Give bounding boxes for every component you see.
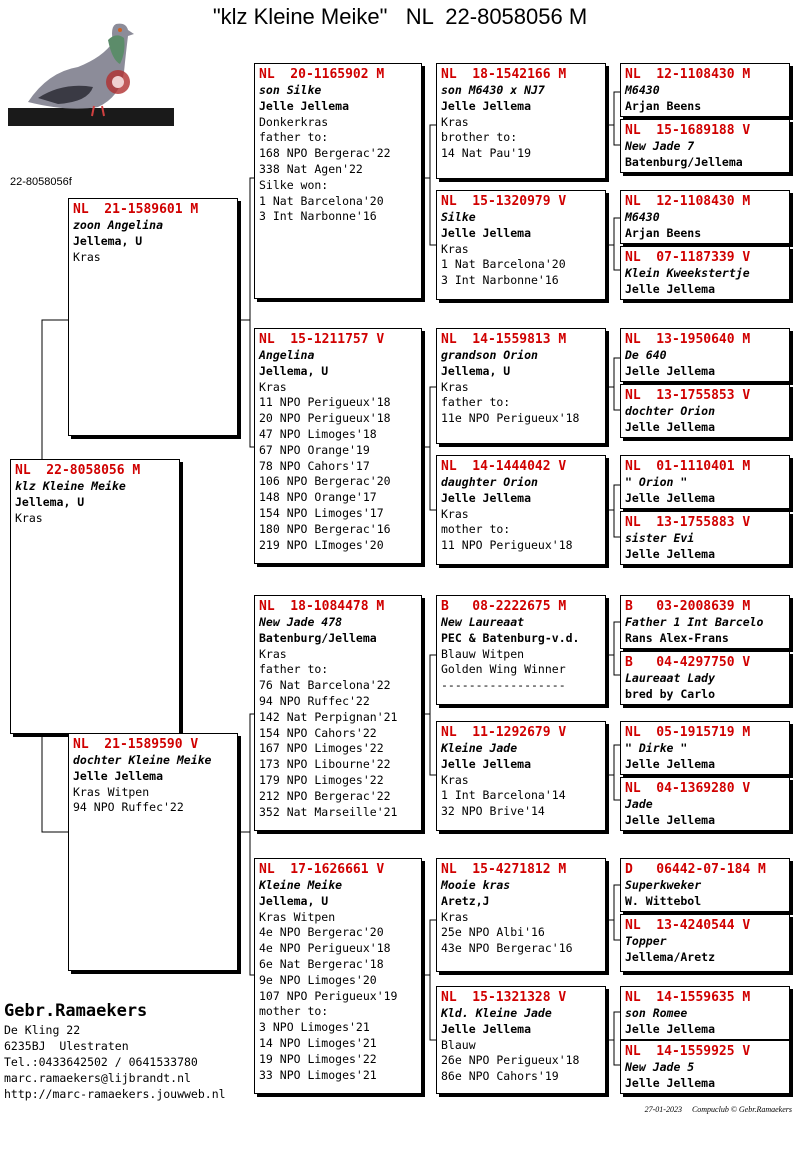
card-line: 11 NPO Perigueux'18 (441, 538, 573, 553)
card-line: Kras (259, 646, 287, 661)
card-line: 94 NPO Ruffec'22 (73, 800, 184, 815)
card-line: 78 NPO Cahors'17 (259, 458, 370, 473)
card-line: Kras (15, 510, 43, 525)
bird-name: New Laureaat (441, 615, 525, 629)
bird-name: son M6430 x NJ7 (441, 83, 545, 97)
bird-owner: Jellema, U (259, 893, 329, 908)
bird-owner: Jelle Jellema (625, 812, 716, 827)
ring-number: NL 21-1589601 M (73, 202, 199, 217)
card-line: 3 NPO Limoges'21 (259, 1020, 370, 1035)
breeder-info (4, 1000, 226, 1102)
bird-name: Superkweker (625, 878, 702, 892)
card-line: 20 NPO Perigueux'18 (259, 411, 391, 426)
card-line: 180 NPO Bergerac'16 (259, 521, 391, 536)
card-line: ------------------ (441, 678, 566, 693)
bird-owner: Jelle Jellema (625, 1075, 716, 1090)
bird-name: daughter Orion (441, 475, 538, 489)
ring-number: NL 15-1689188 V (625, 123, 751, 138)
ring-number: NL 15-4271812 M (441, 862, 567, 877)
ring-number: NL 20-1165902 M (259, 67, 385, 82)
pedigree-card-mother (68, 733, 238, 971)
bird-owner: Jelle Jellema (259, 98, 350, 113)
bird-name: son Romee (625, 1006, 688, 1020)
ring-number: NL 12-1108430 M (625, 194, 751, 209)
pedigree-card-fmf (436, 328, 606, 444)
card-line: Kras (441, 506, 469, 521)
bird-name: Kld. Kleine Jade (441, 1006, 552, 1020)
bird-owner: Jelle Jellema (625, 546, 716, 561)
bird-name: klz Kleine Meike (15, 479, 126, 493)
pedigree-card-fm (254, 328, 422, 564)
bird-name: M6430 (625, 83, 660, 97)
card-line: 1 Int Barcelona'14 (441, 788, 566, 803)
bird-owner: Jellema, U (73, 233, 143, 248)
card-line: mother to: (259, 1004, 329, 1019)
card-line: 107 NPO Perigueux'19 (259, 988, 398, 1003)
card-line: 167 NPO Limoges'22 (259, 741, 384, 756)
card-line: 173 NPO Libourne'22 (259, 757, 391, 772)
logo-caption: 22-8058056f (10, 176, 72, 188)
ring-number: NL 14-1559925 V (625, 1044, 751, 1059)
card-line: 76 Nat Barcelona'22 (259, 678, 391, 693)
bird-owner: Arjan Beens (625, 98, 702, 113)
ring-number: B 04-4297750 V (625, 655, 751, 670)
card-line: 11e NPO Perigueux'18 (441, 411, 580, 426)
pedigree-card-gg16 (620, 1040, 790, 1094)
card-line: Kras (441, 241, 469, 256)
bird-owner: Jelle Jellema (625, 419, 716, 434)
breeder-address: De Kling 22 (4, 1023, 81, 1037)
bird-owner: Batenburg/Jellema (259, 630, 377, 645)
pedigree-card-ffm (436, 190, 606, 300)
ring-number: B 03-2008639 M (625, 599, 751, 614)
bird-name: Jade (625, 797, 653, 811)
pedigree-card-gg9 (620, 595, 790, 649)
ring-number: NL 14-1559635 M (625, 990, 751, 1005)
bird-name: New Jade 478 (259, 615, 343, 629)
bird-name: Father 1 Int Barcelo (625, 615, 764, 629)
card-line: 11 NPO Perigueux'18 (259, 395, 391, 410)
card-line: 106 NPO Bergerac'20 (259, 474, 391, 489)
bird-name: Mooie kras (441, 878, 511, 892)
card-line: 14 Nat Pau'19 (441, 146, 532, 161)
bird-name: Kleine Jade (441, 741, 518, 755)
bird-owner: Batenburg/Jellema (625, 154, 743, 169)
card-line: mother to: (441, 522, 511, 537)
ring-number: NL 17-1626661 V (259, 862, 385, 877)
card-line: 14 NPO Limoges'21 (259, 1035, 377, 1050)
ring-number: NL 01-1110401 M (625, 459, 751, 474)
bird-name: Kleine Meike (259, 878, 343, 892)
ring-number: NL 18-1084478 M (259, 599, 385, 614)
bird-name: Laureaat Lady (625, 671, 716, 685)
breeder-website[interactable]: http://marc-ramaekers.jouwweb.nl (4, 1087, 226, 1101)
card-line: father to: (259, 130, 329, 145)
pedigree-card-gg15 (620, 986, 790, 1040)
card-line: 26e NPO Perigueux'18 (441, 1053, 580, 1068)
card-line: 32 NPO Brive'14 (441, 804, 545, 819)
pedigree-card-gg12 (620, 777, 790, 831)
card-line: Kras Witpen (259, 909, 336, 924)
pedigree-card-gg11 (620, 721, 790, 775)
ring-number: NL 04-1369280 V (625, 781, 751, 796)
ring-number: NL 15-1211757 V (259, 332, 385, 347)
footer-credit: Compuclub © Gebr.Ramaekers (691, 1105, 792, 1114)
bird-owner: Jelle Jellema (73, 768, 164, 783)
card-line: 3 Int Narbonne'16 (259, 209, 377, 224)
card-line: Donkerkras (259, 114, 329, 129)
card-line: Kras (259, 379, 287, 394)
bird-name: New Jade 5 (625, 1060, 695, 1074)
bird-owner: Arjan Beens (625, 225, 702, 240)
ring-number: NL 22-8058056 M (15, 463, 141, 478)
card-line: 25e NPO Albi'16 (441, 925, 545, 940)
ring-number: NL 21-1589590 V (73, 737, 199, 752)
bird-name: dochter Orion (625, 404, 716, 418)
breeder-city: 6235BJ Ulestraten (4, 1039, 129, 1053)
bird-owner: Aretz,J (441, 893, 490, 908)
card-line: 94 NPO Ruffec'22 (259, 693, 370, 708)
bird-name: Topper (625, 934, 667, 948)
ring-number: NL 13-1755853 V (625, 388, 751, 403)
pedigree-card-mmf (436, 858, 606, 972)
card-line: 148 NPO Orange'17 (259, 490, 377, 505)
card-line: Blauw Witpen (441, 646, 525, 661)
breeder-name: Gebr.Ramaekers (4, 1001, 148, 1021)
ring-number: NL 07-1187339 V (625, 250, 751, 265)
ring-number: NL 11-1292679 V (441, 725, 567, 740)
pedigree-card-subject (10, 459, 180, 734)
ring-number: NL 13-4240544 V (625, 918, 751, 933)
pedigree-card-gg1 (620, 63, 790, 117)
bird-owner: Jellema, U (15, 494, 85, 509)
card-line: 1 Nat Barcelona'20 (441, 257, 566, 272)
card-line: Golden Wing Winner (441, 662, 566, 677)
card-line: 3 Int Narbonne'16 (441, 273, 559, 288)
bird-name: De 640 (625, 348, 667, 362)
bird-name: New Jade 7 (625, 139, 695, 153)
ring-number: NL 13-1950640 M (625, 332, 751, 347)
ring-number: NL 12-1108430 M (625, 67, 751, 82)
bird-name: dochter Kleine Meike (73, 753, 212, 767)
card-line: 168 NPO Bergerac'22 (259, 146, 391, 161)
bird-owner: bred by Carlo (625, 686, 716, 701)
pedigree-card-gg4 (620, 246, 790, 300)
ring-number: NL 14-1559813 M (441, 332, 567, 347)
pedigree-card-gg13 (620, 858, 790, 912)
card-line: 19 NPO Limoges'22 (259, 1051, 377, 1066)
pedigree-card-mfm (436, 721, 606, 831)
card-line: father to: (441, 395, 511, 410)
pedigree-card-fff (436, 63, 606, 179)
card-line: Kras Witpen (73, 784, 150, 799)
card-line: 67 NPO Orange'19 (259, 442, 370, 457)
bird-owner: PEC & Batenburg-v.d. (441, 630, 580, 645)
card-line: 47 NPO Limoges'18 (259, 426, 377, 441)
card-line: 86e NPO Cahors'19 (441, 1069, 559, 1084)
ring-number: NL 15-1320979 V (441, 194, 567, 209)
bird-owner: Jelle Jellema (625, 363, 716, 378)
card-line: 9e NPO Limoges'20 (259, 972, 377, 987)
bird-owner: W. Wittebol (625, 893, 702, 908)
pedigree-card-father (68, 198, 238, 436)
card-line: Kras (441, 772, 469, 787)
bird-owner: Jelle Jellema (625, 281, 716, 296)
pedigree-card-gg14 (620, 914, 790, 972)
bird-name: Silke (441, 210, 476, 224)
bird-owner: Jelle Jellema (441, 490, 532, 505)
card-line: brother to: (441, 130, 518, 145)
card-line: 352 Nat Marseille'21 (259, 804, 398, 819)
pedigree-card-gg5 (620, 328, 790, 382)
card-line: 154 NPO Cahors'22 (259, 725, 377, 740)
footer-date: 27-01-2023 (644, 1105, 682, 1114)
ring-number: B 08-2222675 M (441, 599, 567, 614)
ring-number: NL 05-1915719 M (625, 725, 751, 740)
pedigree-card-gg7 (620, 455, 790, 509)
title-name: "klz Kleine Meike" (212, 4, 388, 29)
bird-name: Angelina (259, 348, 315, 362)
bird-owner: Jelle Jellema (441, 1021, 532, 1036)
card-line: Kras (441, 909, 469, 924)
pedigree-card-gg10 (620, 651, 790, 705)
card-line: 1 Nat Barcelona'20 (259, 193, 384, 208)
bird-name: son Silke (259, 83, 322, 97)
pedigree-card-gg8 (620, 511, 790, 565)
pedigree-card-fmm (436, 455, 606, 565)
bird-owner: Jellema/Aretz (625, 949, 716, 964)
bird-name: grandson Orion (441, 348, 538, 362)
bird-owner: Jelle Jellema (441, 98, 532, 113)
breeder-phone: Tel.:0433642502 / 0641533780 (4, 1055, 198, 1069)
bird-owner: Rans Alex-Frans (625, 630, 729, 645)
ring-number: NL 15-1321328 V (441, 990, 567, 1005)
pedigree-card-gg3 (620, 190, 790, 244)
ring-number: NL 13-1755883 V (625, 515, 751, 530)
card-line: 212 NPO Bergerac'22 (259, 788, 391, 803)
bird-owner: Jelle Jellema (441, 756, 532, 771)
pedigree-card-gg2 (620, 119, 790, 173)
card-line: 43e NPO Bergerac'16 (441, 941, 573, 956)
bird-owner: Jelle Jellema (625, 1021, 716, 1036)
bird-name: " Orion " (625, 475, 688, 489)
bird-owner: Jelle Jellema (625, 756, 716, 771)
pedigree-card-ff (254, 63, 422, 299)
bird-owner: Jelle Jellema (441, 225, 532, 240)
card-line: 4e NPO Bergerac'20 (259, 925, 384, 940)
card-line: 338 Nat Agen'22 (259, 161, 363, 176)
bird-name: Klein Kweekstertje (625, 266, 750, 280)
bird-name: M6430 (625, 210, 660, 224)
card-line: 6e Nat Bergerac'18 (259, 956, 384, 971)
card-line: father to: (259, 662, 329, 677)
card-line: Blauw (441, 1037, 476, 1052)
pedigree-card-mmm (436, 986, 606, 1094)
pedigree-card-mm (254, 858, 422, 1094)
card-line: 4e NPO Perigueux'18 (259, 941, 391, 956)
bird-owner: Jelle Jellema (625, 490, 716, 505)
pedigree-card-gg6 (620, 384, 790, 438)
card-line: 142 Nat Perpignan'21 (259, 709, 398, 724)
ring-number: NL 14-1444042 V (441, 459, 567, 474)
bird-owner: Jellema, U (441, 363, 511, 378)
card-line: 179 NPO Limoges'22 (259, 772, 384, 787)
card-line: 33 NPO Limoges'21 (259, 1067, 377, 1082)
bird-owner: Jellema, U (259, 363, 329, 378)
pedigree-card-mff (436, 595, 606, 705)
bird-name: sister Evi (625, 531, 695, 545)
bird-name: " Dirke " (625, 741, 688, 755)
card-line: Silke won: (259, 177, 329, 192)
ring-number: NL 18-1542166 M (441, 67, 567, 82)
bird-name: zoon Angelina (73, 218, 164, 232)
ring-number: D 06442-07-184 M (625, 862, 766, 877)
card-line: Kras (441, 379, 469, 394)
pedigree-card-mf (254, 595, 422, 831)
breeder-email[interactable]: marc.ramaekers@lijbrandt.nl (4, 1071, 191, 1085)
card-line: Kras (441, 114, 469, 129)
footer (645, 1105, 792, 1114)
card-line: 154 NPO Limoges'17 (259, 505, 384, 520)
card-line: Kras (73, 249, 101, 264)
card-line: 219 NPO LImoges'20 (259, 537, 384, 552)
title-ring: NL 22-8058056 M (405, 4, 588, 29)
